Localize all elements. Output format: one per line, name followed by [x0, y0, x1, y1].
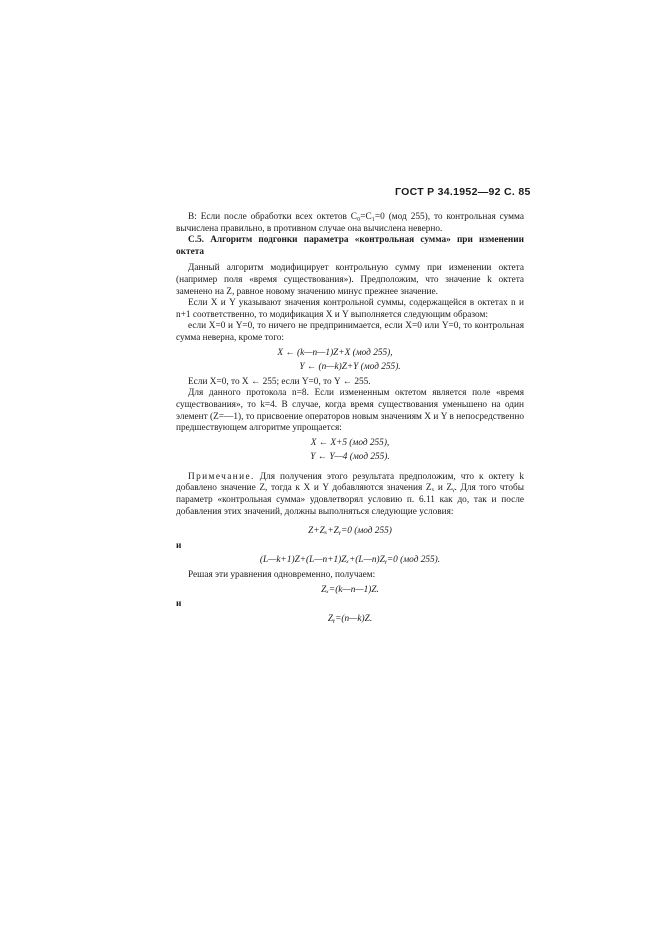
note-text: Для получения этого результата предположим, что к октету k добавлено значение Z, тогда к X и Y добавляются значения Zₓ и Zᵧ. Для того чтобы параметр «контрольная сумма» удовлетворял условию п. 6.11 как до, так и после добавления этих значений, должны выполняться следующие условия: — [176, 471, 524, 517]
paragraph-4: Если X=0, то X ← 255; если Y=0, то Y ← 255. — [188, 376, 371, 387]
note-label: Примечание. — [188, 471, 255, 482]
paragraph-5: Для данного протокола n=8. Если измененным октетом является поле «время существования», то k=4. В случае, когда время существования уменьшено на один элемент (Z=—1), то присвоение операторов новым значениям X и Y в непосредственно предшествующем алгоритме упрощается: — [176, 388, 524, 434]
conjunction-2: и — [176, 599, 182, 610]
note-paragraph — [176, 472, 524, 518]
formula-2: Y ← (n—k)Z+Y (мод 255). — [299, 362, 401, 373]
paragraph-b: В: Если после обработки всех октетов C₀=C₁=0 (мод 255), то контрольная сумма вычислена правильно, в противном случае она вычислена неверно. — [176, 212, 524, 234]
formula-7: Zₓ=(k—n—1)Z. — [321, 584, 379, 595]
paragraph-6: Решая эти уравнения одновременно, получаем: — [188, 570, 376, 581]
formula-6: (L—k+1)Z+(L—n+1)Zₓ+(L—n)Zᵧ=0 (мод 255). — [259, 555, 441, 566]
section-title: C.5. Алгоритм подгонки параметра «контрольная сумма» при изменении октета — [176, 235, 524, 257]
paragraph-1: Данный алгоритм модифицирует контрольную сумму при изменении октета (например поля «время существования»). Предположим, что значение k октета заменено на Z, равное новому значению минус прежнее значение. — [176, 263, 524, 297]
conjunction-1: и — [176, 540, 182, 551]
formula-4: Y ← Y—4 (мод 255). — [310, 452, 390, 463]
formula-5: Z+Zₓ+Zᵧ=0 (мод 255) — [308, 526, 392, 537]
page-body — [176, 212, 524, 628]
formula-1: X ← (k—n—1)Z+X (мод 255), — [277, 347, 393, 358]
formula-3: X ← X+5 (мод 255), — [310, 437, 390, 448]
page-header: ГОСТ Р 34.1952—92 С. 85 — [395, 186, 531, 198]
paragraph-3: если X=0 и Y=0, то ничего не предпринимается, если X=0 или Y=0, то контрольная сумма неверна, кроме того: — [176, 321, 524, 343]
formula-8: Zᵧ=(n—k)Z. — [327, 613, 373, 624]
paragraph-2: Если X и Y указывают значения контрольной суммы, содержащейся в октетах n и n+1 соответственно, то модификация X и Y выполняется следующим образом: — [176, 298, 524, 320]
